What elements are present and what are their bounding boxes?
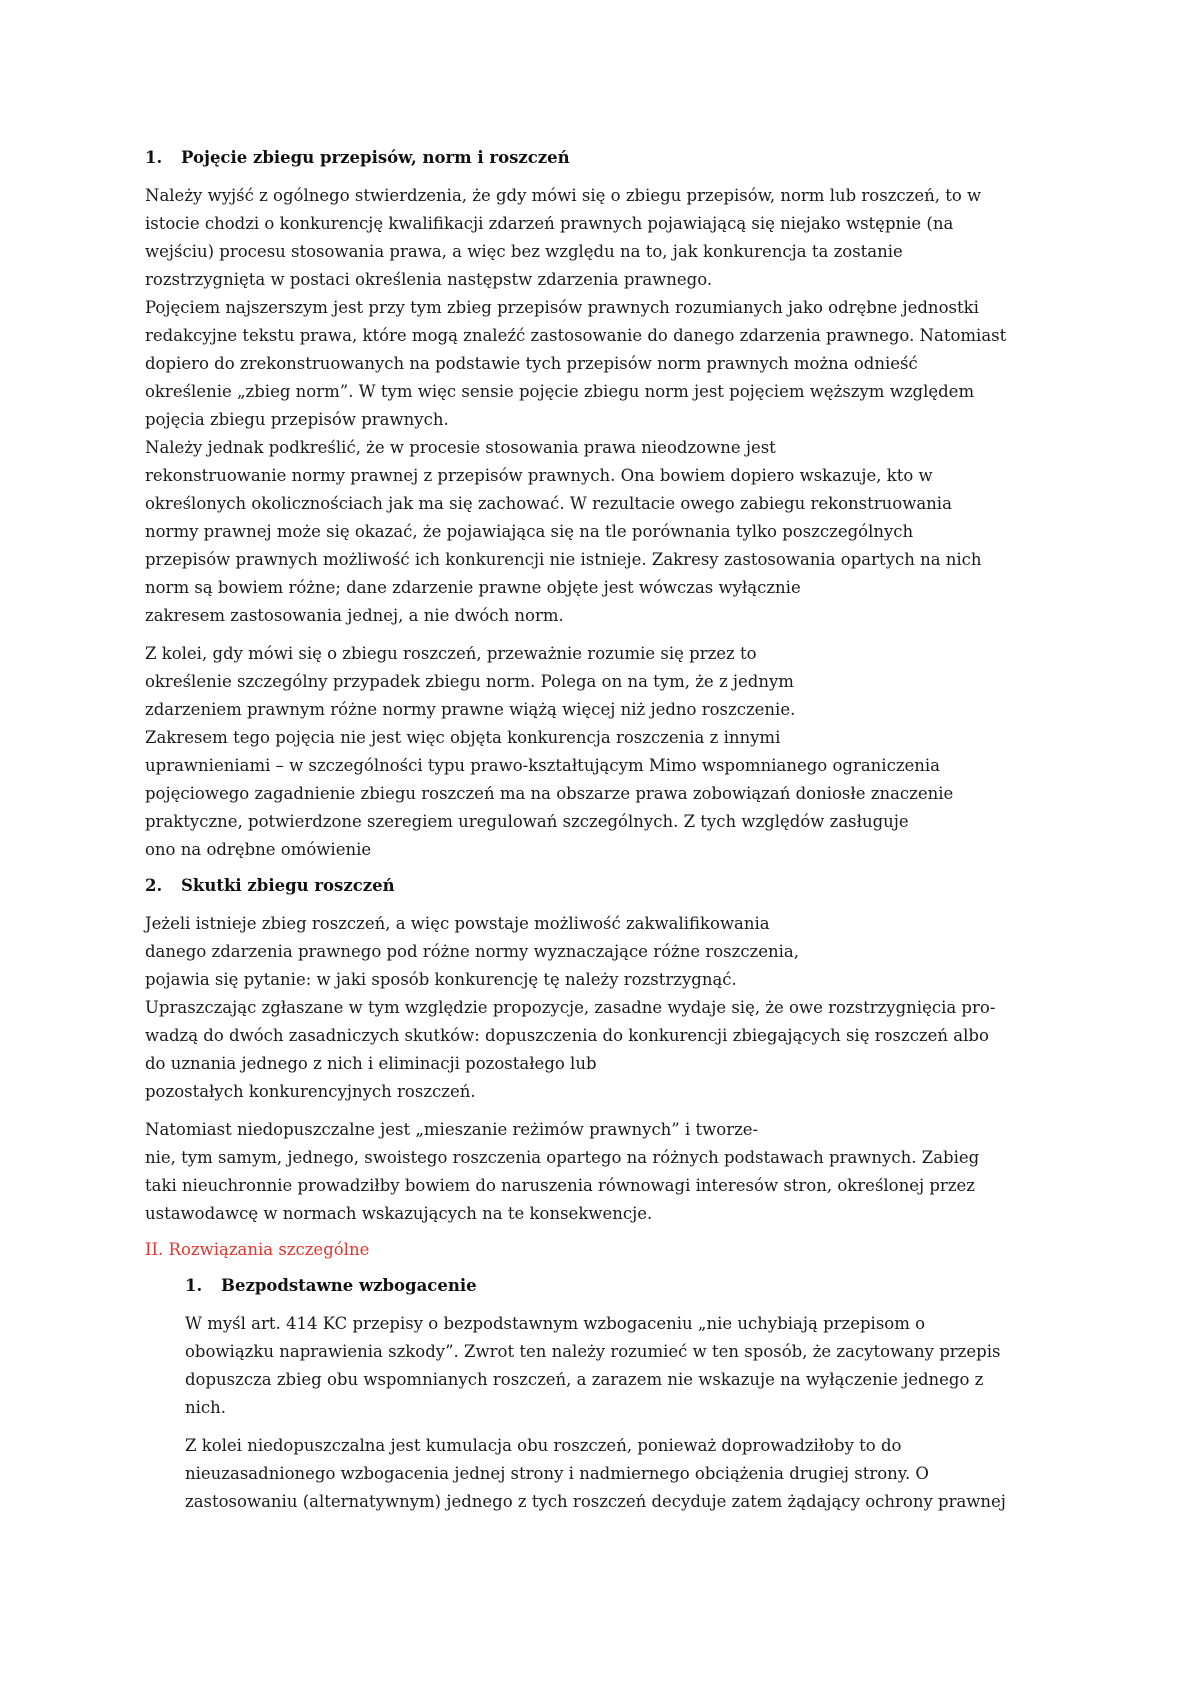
section-heading-2 [145,874,1065,898]
text-line: norm są bowiem różne; dane zdarzenie prawne objęte jest wówczas wyłącznie [145,578,801,597]
subsection-heading [185,1274,1065,1298]
paragraph-regime-mixing [145,1116,1065,1228]
text-line: pojęcia zbiegu przepisów prawnych. [145,410,449,429]
text-line: Należy jednak podkreślić, że w procesie stosowania prawa nieodzowne jest [145,438,776,457]
text-line: Natomiast niedopuszczalne jest „mieszanie reżimów prawnych” i tworze- [145,1120,759,1139]
document-body [145,146,1065,1526]
section-title: Skutki zbiegu roszczeń [181,876,395,895]
text-line: uprawnieniami – w szczególności typu prawo-kształtującym Mimo wspomnianego ograniczenia [145,756,941,775]
text-line: praktyczne, potwierdzone szeregiem uregulowań szczególnych. Z tych względów zasługuje [145,812,909,831]
text-line: Z kolei niedopuszczalna jest kumulacja obu roszczeń, ponieważ doprowadziłoby to do [185,1436,902,1455]
text-line: Jeżeli istnieje zbieg roszczeń, a więc powstaje możliwość zakwalifikowania [145,914,770,933]
text-line: normy prawnej może się okazać, że pojawiająca się na tle porównania tylko poszczególnych [145,522,914,541]
text-line: Upraszczając zgłaszane w tym względzie propozycje, zasadne wydaje się, że owe rozstrzygnięcia pro- [145,998,996,1017]
subsection-number: 1. [185,1276,203,1295]
text-line: pojawia się pytanie: w jaki sposób konkurencję tę należy rozstrzygnąć. [145,970,737,989]
text-line: Zakresem tego pojęcia nie jest więc objęta konkurencja roszczenia z innymi [145,728,781,747]
section-number: 2. [145,876,163,895]
text-line: określenie szczególny przypadek zbiegu norm. Polega on na tym, że z jednym [145,672,794,691]
text-line: obowiązku naprawienia szkody”. Zwrot ten należy rozumieć w ten sposób, że zacytowany przepis [185,1342,1001,1361]
text-line: wadzą do dwóch zasadniczych skutków: dopuszczenia do konkurencji zbiegających się roszczeń albo [145,1026,989,1045]
text-line: rozstrzygnięta w postaci określenia następstw zdarzenia prawnego. [145,270,713,289]
text-line: pozostałych konkurencyjnych roszczeń. [145,1082,476,1101]
text-line: przepisów prawnych możliwość ich konkurencji nie istnieje. Zakresy zastosowania opartych na nich [145,550,982,569]
subsection-unjust-enrichment [145,1274,1065,1516]
paragraph-concepts [145,182,1065,630]
text-line: Pojęciem najszerszym jest przy tym zbieg przepisów prawnych rozumianych jako odrębne jednostki [145,298,979,317]
text-line: nich. [185,1398,227,1417]
section-heading-1 [145,146,1065,170]
text-line: nie, tym samym, jednego, swoistego roszczenia opartego na różnych podstawach prawnych. Zabieg [145,1148,980,1167]
text-line: ustawodawcę w normach wskazujących na te konsekwencje. [145,1204,653,1223]
section-title: Pojęcie zbiegu przepisów, norm i roszczeń [181,148,570,167]
text-line: danego zdarzenia prawnego pod różne normy wyznaczające różne roszczenia, [145,942,800,961]
text-line: do uznania jednego z nich i eliminacji pozostałego lub [145,1054,597,1073]
text-line: dopuszcza zbieg obu wspomnianych roszczeń, a zarazem nie wskazuje na wyłączenie jednego z [185,1370,984,1389]
text-line: wejściu) procesu stosowania prawa, a więc bez względu na to, jak konkurencja ta zostanie [145,242,903,261]
text-line: dopiero do zrekonstruowanych na podstawie tych przepisów norm prawnych można odnieść [145,354,918,373]
text-line: rekonstruowanie normy prawnej z przepisów prawnych. Ona bowiem dopiero wskazuje, kto w [145,466,933,485]
text-line: określenie „zbieg norm”. W tym więc sensie pojęcie zbiegu norm jest pojęciem węższym względem [145,382,975,401]
subsection-title: Bezpodstawne wzbogacenie [221,1276,477,1295]
text-line: Należy wyjść z ogólnego stwierdzenia, że gdy mówi się o zbiegu przepisów, norm lub roszczeń, to w [145,186,982,205]
text-line: W myśl art. 414 KC przepisy o bezpodstawnym wzbogaceniu „nie uchybiają przepisom o [185,1314,926,1333]
text-line: istocie chodzi o konkurencję kwalifikacji zdarzeń prawnych pojawiającą się niejako wstępnie (na [145,214,954,233]
paragraph-claims-concurrence [145,640,1065,864]
text-line: ono na odrębne omówienie [145,840,372,859]
text-line: zastosowaniu (alternatywnym) jednego z tych roszczeń decyduje zatem żądający ochrony prawnej [185,1492,1006,1511]
section-number: 1. [145,148,163,167]
text-line: nieuzasadnionego wzbogacenia jednej strony i nadmiernego obciążenia drugiej strony. O [185,1464,929,1483]
text-line: taki nieuchronnie prowadziłby bowiem do naruszenia równowagi interesów stron, określonej przez [145,1176,975,1195]
text-line: określonych okolicznościach jak ma się zachować. W rezultacie owego zabiegu rekonstruowania [145,494,952,513]
paragraph-cumulation [185,1432,1065,1516]
text-line: redakcyjne tekstu prawa, które mogą znaleźć zastosowanie do danego zdarzenia prawnego. Natomiast [145,326,1007,345]
text-line: zakresem zastosowania jednej, a nie dwóch norm. [145,606,564,625]
text-line: pojęciowego zagadnienie zbiegu roszczeń ma na obszarze prawa zobowiązań doniosłe znaczenie [145,784,954,803]
part-heading-special-solutions: II. Rozwiązania szczególne [145,1240,370,1259]
text-line: zdarzeniem prawnym różne normy prawne wiążą więcej niż jedno roszczenie. [145,700,796,719]
paragraph-art-414 [185,1310,1065,1422]
text-line: Z kolei, gdy mówi się o zbiegu roszczeń, przeważnie rozumie się przez to [145,644,757,663]
paragraph-effects [145,910,1065,1106]
